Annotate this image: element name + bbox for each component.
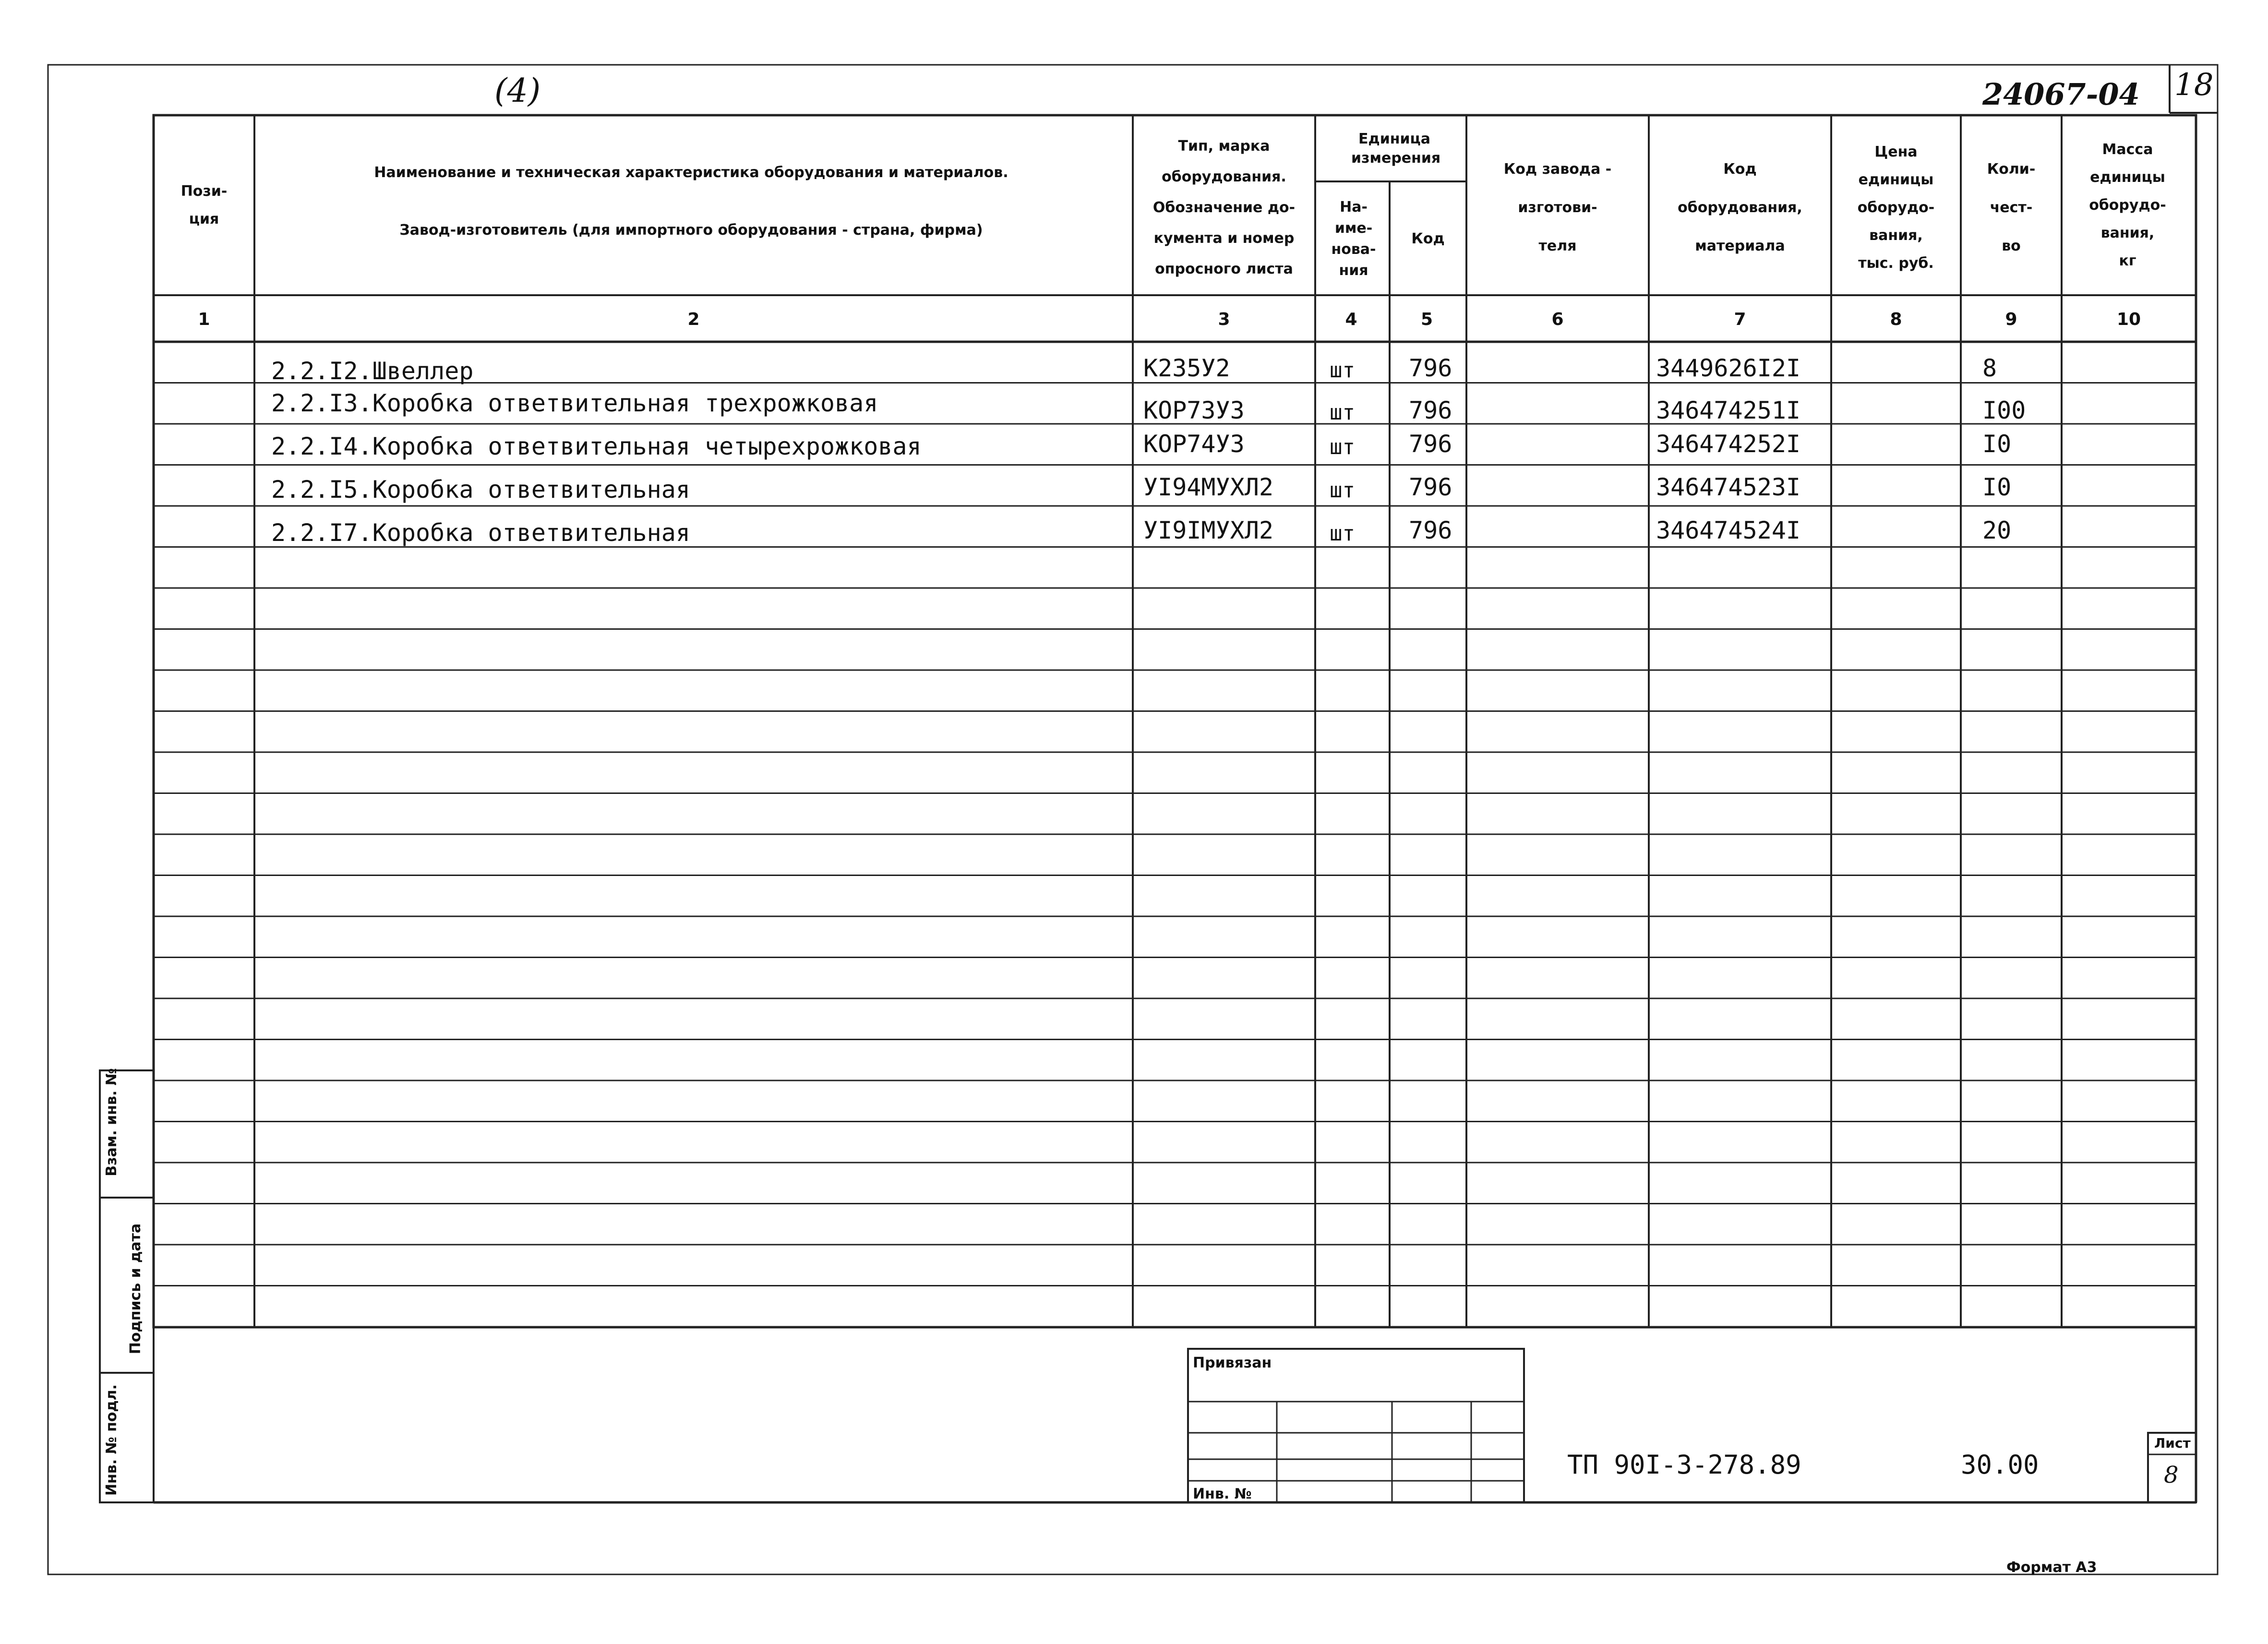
header-plant-code: Код завода - изготови- теля — [1503, 160, 1612, 254]
side-stamp-replacement-inv: Взам. инв. № — [103, 1068, 120, 1176]
item-unit: шт — [1330, 435, 1355, 459]
format-label: Формат А3 — [2006, 1559, 2097, 1576]
item-name: 2.2.I4.Коробка ответвительная четырехрожковая — [271, 432, 922, 460]
header-mass: Масса единицы оборудо- вания, кг — [2089, 141, 2166, 269]
header-unit-code: Код — [1411, 230, 1445, 247]
header-quantity: Коли- чест- во — [1987, 160, 2036, 254]
item-quantity: I0 — [1982, 473, 2012, 501]
item-quantity: I00 — [1982, 396, 2026, 424]
item-unit-code: 796 — [1409, 396, 1452, 424]
column-number: 3 — [1218, 309, 1230, 329]
column-number: 9 — [2005, 309, 2017, 329]
item-type: КОР73У3 — [1143, 396, 1245, 424]
item-type: УI9IМУХЛ2 — [1143, 516, 1273, 544]
sheet-number: 8 — [2164, 1462, 2179, 1488]
item-quantity: 20 — [1982, 516, 2012, 544]
document-code: ТП 90I-3-278.89 — [1567, 1450, 1801, 1480]
header-position: Пози- ция — [180, 182, 228, 228]
page-number: 18 — [2174, 67, 2214, 103]
item-unit: шт — [1330, 358, 1355, 383]
column-number: 10 — [2116, 309, 2141, 329]
item-type: К235У2 — [1143, 354, 1230, 382]
item-code: 346474524I — [1656, 516, 1801, 544]
item-unit-code: 796 — [1409, 473, 1452, 501]
item-unit-code: 796 — [1409, 516, 1452, 544]
item-name: 2.2.I3.Коробка ответвительная трехрожковая — [271, 389, 878, 417]
item-type: КОР74У3 — [1143, 430, 1245, 458]
item-quantity: 8 — [1982, 354, 1997, 382]
item-quantity: I0 — [1982, 430, 2012, 458]
item-name: 2.2.I7.Коробка ответвительная — [271, 519, 690, 547]
column-number: 1 — [198, 309, 210, 329]
column-number: 7 — [1734, 309, 1746, 329]
column-number: 8 — [1890, 309, 1902, 329]
side-stamp-original-inv: Инв. № подл. — [103, 1384, 120, 1496]
header-equipment-code: Код оборудования, материала — [1678, 160, 1802, 254]
item-code: 346474523I — [1656, 473, 1801, 501]
item-name: 2.2.I2.Швеллер — [271, 357, 474, 385]
column-number: 4 — [1345, 309, 1357, 329]
header-name: Наименование и техническая характеристика оборудования и материалов. Завод-изготовитель (для импортного оборудования - страна, фирма) — [374, 164, 1008, 239]
side-stamp-signature-date: Подпись и дата — [127, 1223, 144, 1355]
item-unit: шт — [1330, 478, 1355, 503]
column-number: 5 — [1420, 309, 1433, 329]
archive-number: 24067-04 — [1982, 77, 2140, 112]
item-unit-code: 796 — [1409, 354, 1452, 382]
section-code: 30.00 — [1961, 1450, 2039, 1480]
item-unit: шт — [1330, 400, 1355, 425]
bound-label: Привязан — [1193, 1355, 1272, 1371]
item-code: 3449626I2I — [1656, 354, 1801, 382]
item-unit: шт — [1330, 521, 1355, 546]
header-unit-name: На- име- нова- ния — [1331, 198, 1376, 279]
item-unit-code: 796 — [1409, 430, 1452, 458]
header-type: Тип, марка оборудования. Обозначение до- кумента и номер опросного листа — [1152, 137, 1296, 277]
column-number: 2 — [687, 309, 700, 329]
sheet-top-mark: (4) — [494, 72, 541, 110]
item-name: 2.2.I5.Коробка ответвительная — [271, 476, 690, 504]
header-price: Цена единицы оборудо- вания, тыс. руб. — [1857, 143, 1935, 272]
column-number: 6 — [1551, 309, 1564, 329]
sheet-label: Лист — [2154, 1435, 2191, 1451]
item-code: 346474251I — [1656, 396, 1801, 424]
item-type: УI94МУХЛ2 — [1143, 473, 1273, 501]
item-code: 346474252I — [1656, 430, 1801, 458]
header-unit-group: Единица измерения — [1351, 131, 1441, 167]
inv-label: Инв. № — [1193, 1486, 1252, 1502]
